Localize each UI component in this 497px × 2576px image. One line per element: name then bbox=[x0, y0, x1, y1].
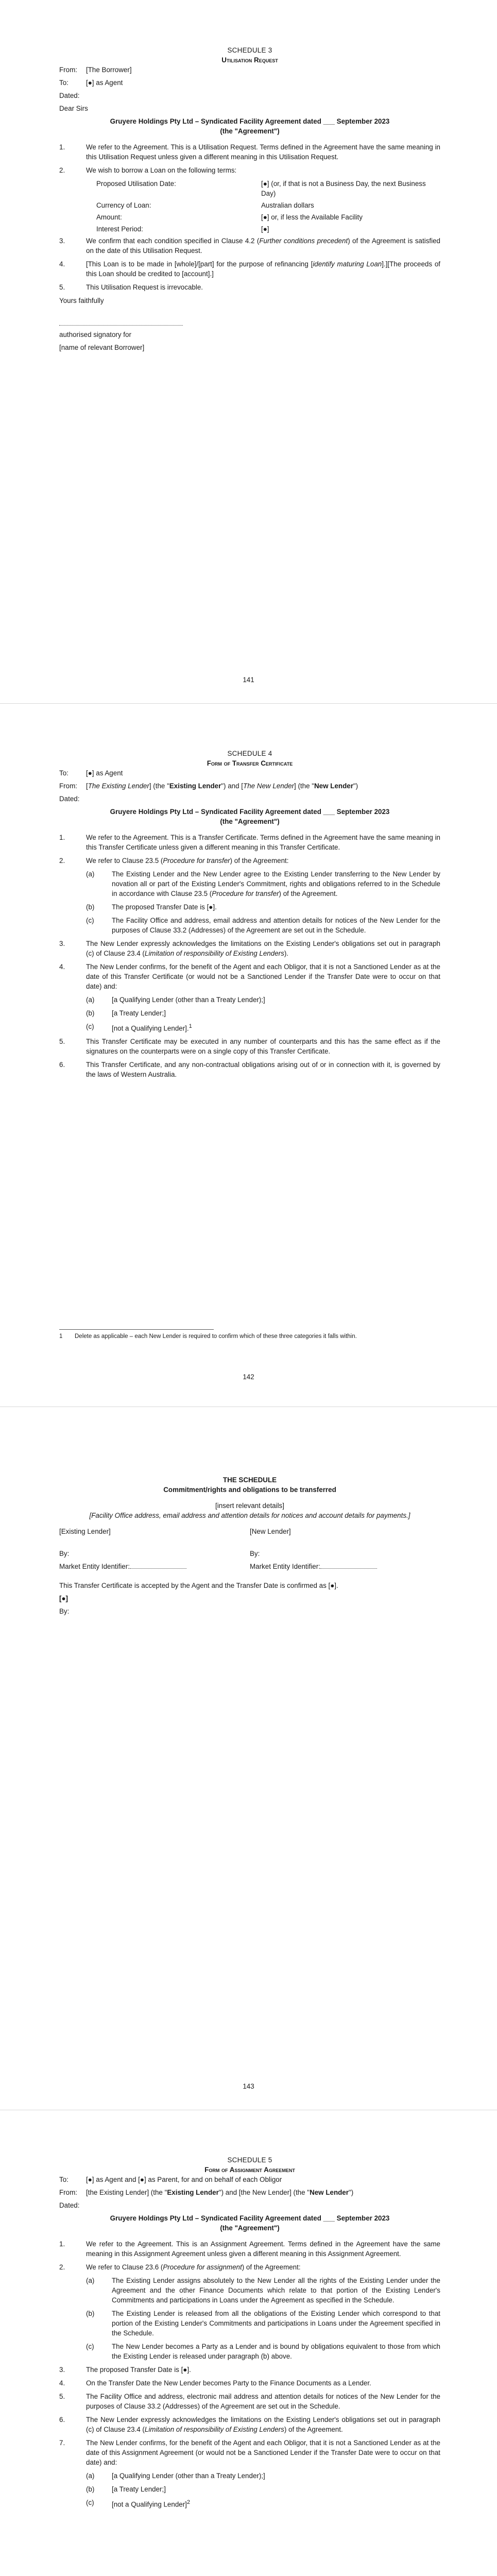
schedule-title: Form of Transfer Certificate bbox=[207, 759, 293, 767]
clause-3: 3. We confirm that each condition specified in Clause 4.2 (Further conditions precedent) of the Agreement is satisfied on the date of this Utilisation Request. bbox=[59, 237, 440, 255]
page-divider bbox=[0, 1406, 497, 1407]
insert-details: [insert relevant details] bbox=[215, 1502, 284, 1510]
table-row: Interest Period: [●] bbox=[96, 225, 269, 233]
to-value: [●] as Agent bbox=[86, 769, 123, 777]
schedule-subheading: Commitment/rights and obligations to be transferred bbox=[163, 1486, 336, 1494]
agreement-heading: Gruyere Holdings Pty Ltd – Syndicated Facility Agreement dated ___ September 2023 bbox=[110, 117, 390, 125]
clause-4: 4. The New Lender confirms, for the benefit of the Agent and each Obligor, that it is not a Sanctioned Lender as at the date of this Transfer Certificate (or would not be a Sanctioned Lender if the Transfer Date were to occur on that date) and: bbox=[59, 963, 440, 990]
clause-4a: (a) [a Qualifying Lender (other than a Treaty Lender);] bbox=[86, 996, 265, 1004]
clause-2c: (c) The New Lender becomes a Party as a Lender and is bound by obligations equivalent to those from which the Existing Lender is released under paragraph (b) above. bbox=[86, 2343, 440, 2360]
acceptance-statement: This Transfer Certificate is accepted by the Agent and the Transfer Date is confirmed as [●]. bbox=[59, 1582, 338, 1589]
agreement-heading: Gruyere Holdings Pty Ltd – Syndicated Facility Agreement dated ___ September 2023 bbox=[110, 2214, 390, 2222]
table-row: Currency of Loan: Australian dollars bbox=[96, 201, 314, 209]
page-number: 142 bbox=[243, 1373, 254, 1381]
transfer-schedule bbox=[59, 1475, 440, 1616]
clause-3: 3. The New Lender expressly acknowledges the limitations on the Existing Lender's obligations set out in paragraph (c) of Clause 23.4 (Limitation of responsibility of Existing Lenders). bbox=[59, 940, 440, 957]
schedule-label: SCHEDULE 3 bbox=[227, 46, 272, 54]
dated-label: Dated: bbox=[59, 92, 80, 99]
clause-1: 1. We refer to the Agreement. This is a Utilisation Request. Terms defined in the Agreement have the same meaning in this Utilisation Request unless given a different meaning in this Utilisation Request. bbox=[59, 143, 440, 161]
schedule-label: SCHEDULE 4 bbox=[227, 750, 272, 757]
new-lender-mei: Market Entity Identifier: bbox=[250, 1562, 440, 1571]
dated-label: Dated: bbox=[59, 795, 80, 803]
to-label: To: bbox=[59, 79, 68, 87]
to-value: [●] as Agent bbox=[86, 79, 123, 87]
page-number: 143 bbox=[243, 2082, 254, 2090]
schedule-label: SCHEDULE 5 bbox=[227, 2156, 272, 2164]
footnote-area bbox=[59, 1329, 440, 1341]
clause-2a: (a) The Existing Lender and the New Lender agree to the Existing Lender transferring to the New Lender by novation all or part of the Existing Lender's Commitment, rights and obligations referred to in the Schedule in accordance with Clause 23.5 (Procedure for transfer) of the Agreement. bbox=[86, 870, 440, 897]
from-line: From: [the Existing Lender] (the "Existing Lender") and [the New Lender] (the "New Lender") bbox=[59, 2189, 354, 2196]
clause-2: 2. We wish to borrow a Loan on the following terms: bbox=[59, 166, 237, 174]
agreement-heading: Gruyere Holdings Pty Ltd – Syndicated Facility Agreement dated ___ September 2023 bbox=[110, 808, 390, 816]
page-number: 141 bbox=[243, 676, 254, 684]
clause-1: 1. We refer to the Agreement. This is an Assignment Agreement. Terms defined in the Agreement have the same meaning in this Assignment Agreement unless given a different meaning in this Assignment Agreement. bbox=[59, 2240, 440, 2258]
dated-label: Dated: bbox=[59, 2201, 80, 2209]
new-lender-label: [New Lender] bbox=[250, 1528, 291, 1535]
utilisation-request bbox=[59, 45, 440, 352]
clause-4c: (c) [not a Qualifying Lender].$^1$ bbox=[86, 1023, 192, 1032]
clause-7b: (b) [a Treaty Lender;] bbox=[86, 2485, 166, 2493]
existing-lender-mei: Market Entity Identifier: bbox=[59, 1562, 250, 1571]
clause-3: 3. The proposed Transfer Date is [●]. bbox=[59, 2366, 191, 2374]
schedule-title: Form of Assignment Agreement bbox=[204, 2166, 295, 2174]
clause-1: 1. We refer to the Agreement. This is a Transfer Certificate. Terms defined in the Agreement have the same meaning in this Transfer Certificate unless given a different meaning in this Transfer Certificate. bbox=[59, 834, 440, 851]
clause-7a: (a) [a Qualifying Lender (other than a Treaty Lender);] bbox=[86, 2472, 265, 2480]
new-lender-by: By: bbox=[250, 1550, 260, 1557]
from-value: [The Borrower] bbox=[86, 66, 132, 74]
clause-2c: (c) The Facility Office and address, email address and attention details for notices of the New Lender for the purposes of Clause 33.2 (Addresses) of the Agreement are set out in the Schedule. bbox=[86, 917, 440, 934]
agent-placeholder: [●] bbox=[59, 1595, 68, 1602]
existing-lender-by: By: bbox=[59, 1550, 70, 1557]
agreement-heading-sub: (the "Agreement") bbox=[220, 2224, 280, 2232]
footnote-separator bbox=[59, 1329, 214, 1330]
clause-4b: (b) [a Treaty Lender;] bbox=[86, 1009, 166, 1017]
facility-office-details: [Facility Office address, email address and attention details for notices and account details for payments.] bbox=[89, 1512, 410, 1519]
page-divider bbox=[0, 703, 497, 704]
transfer-certificate bbox=[59, 749, 440, 1083]
footnote-ref[interactable]: 1 bbox=[188, 1023, 192, 1029]
clause-6: 6. The New Lender expressly acknowledges the limitations on the Existing Lender's obligations set out in paragraph (c) of Clause 23.4 (Limitation of responsibility of Existing Lenders) of the Agreement. bbox=[59, 2416, 440, 2433]
clause-4: 4. [This Loan is to be made in [whole]/[part] for the purpose of refinancing [identify maturing Loan].][The proceeds of this Loan should be credited to [account].] bbox=[59, 260, 440, 278]
borrower-name: [name of relevant Borrower] bbox=[59, 344, 145, 351]
clause-2: 2. We refer to Clause 23.5 (Procedure for transfer) of the Agreement: bbox=[59, 857, 289, 865]
assignment-agreement bbox=[59, 2155, 440, 2513]
schedule-title: Utilisation Request bbox=[221, 56, 278, 64]
signature-line bbox=[59, 318, 183, 326]
footnote: 1 Delete as applicable – each New Lender is required to confirm which of these three categories it falls within. bbox=[59, 1333, 357, 1340]
to-label: To: bbox=[59, 769, 68, 777]
to-label: To: bbox=[59, 2176, 68, 2183]
agent-by: By: bbox=[59, 1607, 70, 1615]
clause-4: 4. On the Transfer Date the New Lender becomes Party to the Finance Documents as a Lender. bbox=[59, 2379, 371, 2387]
agreement-heading-sub: (the "Agreement") bbox=[220, 127, 280, 135]
from-line: From: [The Existing Lender] (the "Existing Lender") and [The New Lender] (the "New Lender") bbox=[59, 782, 358, 790]
clause-5: 5. This Utilisation Request is irrevocable. bbox=[59, 283, 203, 291]
clause-2: 2. We refer to Clause 23.6 (Procedure for assignment) of the Agreement: bbox=[59, 2263, 301, 2271]
loan-terms-table bbox=[59, 179, 440, 234]
existing-lender-label: [Existing Lender] bbox=[59, 1528, 111, 1535]
clause-2a: (a) The Existing Lender assigns absolutely to the New Lender all the rights of the Existing Lender under the Agreement and the other Finance Documents which relate to that portion of the Existing Lender's Commitments and participations in Loans under the Agreement as specified in the Schedule. bbox=[86, 2277, 440, 2304]
salutation: Dear Sirs bbox=[59, 105, 88, 112]
clause-2b: (b) The Existing Lender is released from all the obligations of the Existing Lender which correspond to that portion of the Existing Lender's Commitments and participations in Loans under the Agreement specified in the Schedule. bbox=[86, 2310, 440, 2337]
closing: Yours faithfully bbox=[59, 297, 104, 304]
table-row: Amount: [●] or, if less the Available Facility bbox=[96, 213, 363, 221]
footnote-ref[interactable]: 2 bbox=[186, 2499, 191, 2505]
clause-7: 7. The New Lender confirms, for the benefit of the Agent and each Obligor, that it is not a Sanctioned Lender as at the date of this Assignment Agreement (or would not be a Sanctioned Lender if the Transfer Date were to occur on that date) and: bbox=[59, 2439, 440, 2466]
clause-6: 6. This Transfer Certificate, and any non-contractual obligations arising out of or in connection with it, is governed by the laws of Western Australia. bbox=[59, 1061, 440, 1079]
clause-2b: (b) The proposed Transfer Date is [●]. bbox=[86, 903, 217, 911]
schedule-heading: THE SCHEDULE bbox=[222, 1476, 277, 1484]
agreement-heading-sub: (the "Agreement") bbox=[220, 818, 280, 825]
from-label: From: bbox=[59, 66, 77, 74]
table-row: Proposed Utilisation Date: [●] (or, if that is not a Business Day, the next Business Day) bbox=[96, 180, 426, 197]
clause-5: 5. The Facility Office and address, electronic mail address and attention details for notices of the New Lender for the purposes of Clause 33.2 (Addresses) of the Agreement are set out in the Schedule. bbox=[59, 2393, 440, 2410]
signatory-label: authorised signatory for bbox=[59, 331, 131, 338]
clause-5: 5. This Transfer Certificate may be executed in any number of counterparts and this has the same effect as if the signatures on the counterparts were on a single copy of this Transfer Certificate. bbox=[59, 1038, 440, 1056]
to-value: [●] as Agent and [●] as Parent, for and on behalf of each Obligor bbox=[86, 2176, 282, 2183]
clause-7c: (c) [not a Qualifying Lender]$^2$ bbox=[86, 2499, 191, 2509]
